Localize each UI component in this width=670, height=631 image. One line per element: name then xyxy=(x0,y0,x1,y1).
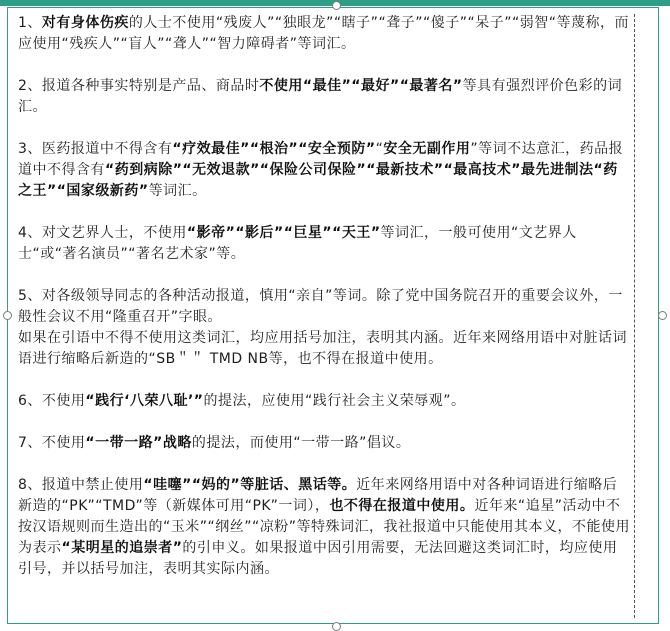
guideline-item-6 xyxy=(18,391,630,412)
guideline-item-2 xyxy=(18,76,630,118)
guideline-item-8 xyxy=(18,475,630,580)
body-text: 如果在引语中不得不使用这类词汇，均应用括号加注，表明其内涵。近年来网络用语中对脏话词语进行缩略后新造的“SB＂＂ TMD NB等，也不得在报道中使用。 xyxy=(18,330,627,367)
emphasized-text: 也不得在报道中使用。 xyxy=(329,498,475,514)
body-text: 近年来网络用语中对各种词语进行缩略后新造的“PK”“TMD”等（新媒体可用“PK”一词）， xyxy=(18,477,618,514)
guideline-item-7 xyxy=(18,433,630,454)
body-text: 的提法，应使用“践行社会主义荣辱观”。 xyxy=(203,393,466,409)
bottom-resize-handle[interactable] xyxy=(332,622,341,631)
top-resize-handle[interactable] xyxy=(332,1,341,10)
body-text: 的引申义。如果报道中因引用需要，无法回避这类词汇时，均应使用引号，并以括号加注，表明其实际内涵。 xyxy=(18,540,618,577)
body-text: 4、对文艺界人士，不使用 xyxy=(18,225,187,241)
body-text: “ xyxy=(375,141,384,157)
document-text-body[interactable] xyxy=(18,13,630,580)
body-text: 6、不使用 xyxy=(18,393,86,409)
body-text: 等具有强烈评价色彩的词汇。 xyxy=(18,78,623,115)
emphasized-text: “践行‘八荣八耻’” xyxy=(85,393,204,409)
guideline-item-5 xyxy=(18,286,630,370)
body-text: 7、不使用 xyxy=(18,435,86,451)
guideline-item-4 xyxy=(18,223,630,265)
body-text: 的人士不使用“残废人”“独眼龙”“瞎子”“聋子”“傻子”“呆子”“弱智“等蔑称，而应使用“残疾人”“盲人”“聋人”“智力障碍者”等词汇。 xyxy=(18,15,629,52)
right-resize-handle[interactable] xyxy=(658,311,667,320)
emphasized-text: “疗效最佳”“根治”“安全预防” xyxy=(172,141,376,157)
body-text: 3、医药报道中不得含有 xyxy=(18,141,173,157)
emphasized-text: “药到病除”“无效退款”“保险公司保险”“最新技术”“最高技术”最先进制法“药之王”“国家级新药” xyxy=(18,162,618,199)
body-text: 等词汇。 xyxy=(148,183,207,199)
guideline-item-3 xyxy=(18,139,630,202)
body-text: 8、报道中禁止使用 xyxy=(18,477,144,493)
emphasized-text: “影帝”“影后”“巨星”“天王” xyxy=(186,225,381,241)
body-text: 5、对各级领导同志的各种活动报道，慎用“亲自”等词。除了党中国务院召开的重要会议外，一般性会议不用“隆重召开”字眼。 xyxy=(18,288,623,325)
emphasized-text: “一带一路”战略 xyxy=(85,435,192,451)
column-guide-dashed-line xyxy=(634,14,635,618)
left-resize-handle[interactable] xyxy=(3,311,12,320)
emphasized-text: “某明星的追崇者” xyxy=(61,540,183,556)
body-text: 近年来“追星”活动中不按汉语规则而生造出的“玉米”“纲丝”“凉粉”等特殊词汇，我社报道中只能使用其本义，不能使用为表示 xyxy=(18,498,631,556)
body-text: 2、报道各种事实特别是产品、商品时 xyxy=(18,78,260,94)
body-text: ”等词不达意汇，药品报道中不得含有 xyxy=(18,141,624,178)
emphasized-text: 对有身体伤疾 xyxy=(41,15,129,31)
body-text: 1、 xyxy=(18,15,42,31)
body-text: 的提法，而使用“一带一路”倡议。 xyxy=(191,435,411,451)
emphasized-text: 不使用“最佳”“最好”“最著名” xyxy=(259,78,463,94)
body-text: 等词汇，一般可使用“文艺界人士“或“著名演员”“著名艺术家”等。 xyxy=(18,225,577,262)
emphasized-text: “哇噻”“妈的”等脏话、黑话等。 xyxy=(143,477,357,493)
guideline-item-1 xyxy=(18,13,630,55)
emphasized-text: 安全无副作用 xyxy=(383,141,471,157)
